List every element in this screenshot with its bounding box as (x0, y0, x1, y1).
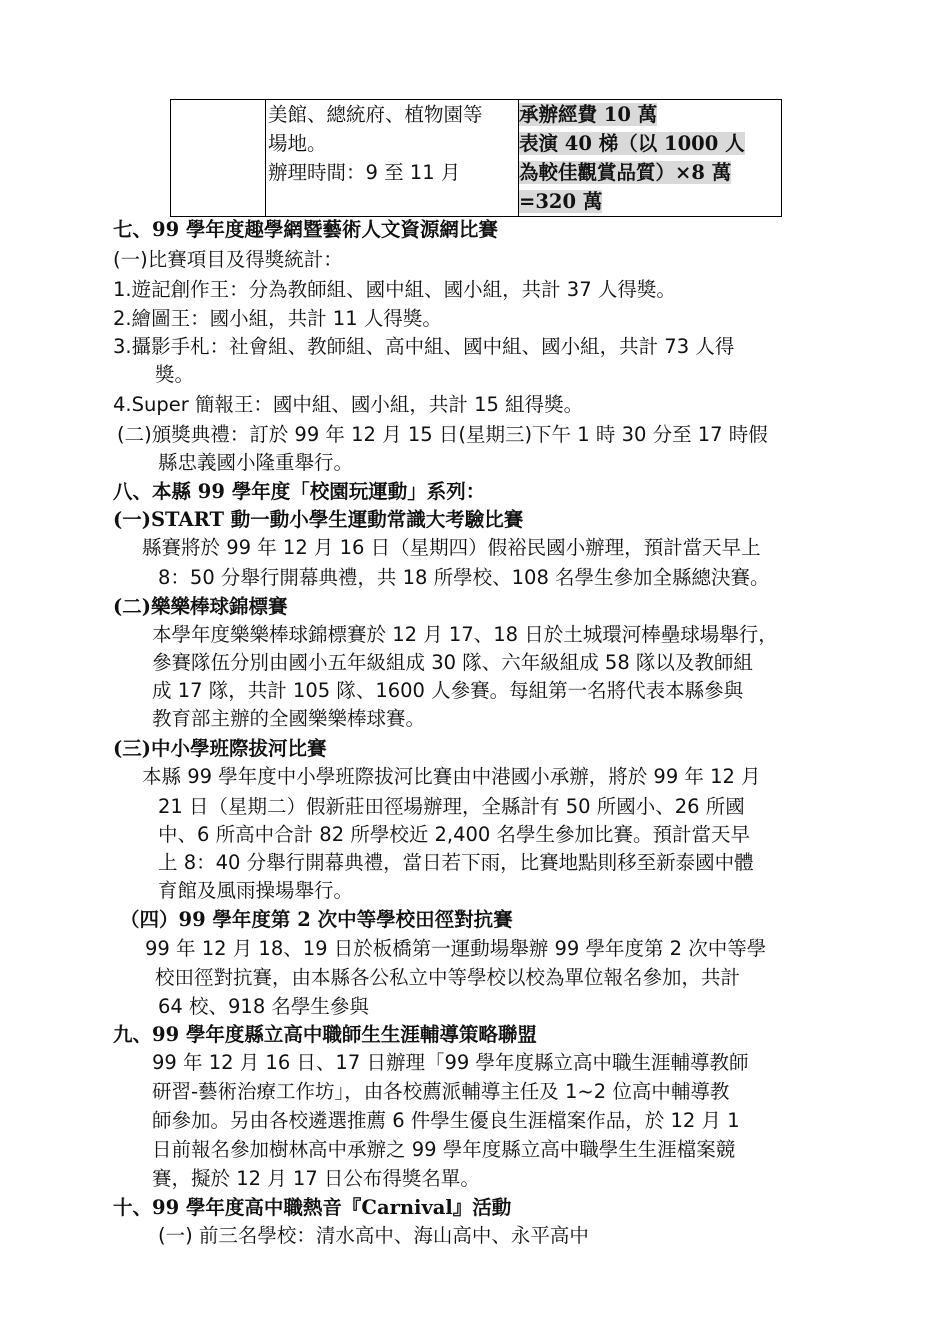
section-10-line: (一) 前三名學校：清水高中、海山高中、永平高中 (158, 1224, 589, 1247)
budget-table (170, 99, 782, 217)
section-9-line: 研習-藝術治療工作坊」，由各校薦派輔導主任及 1~2 位高中輔導教 (152, 1080, 730, 1103)
section-8-d-line: 64 校、918 名學生參與 (158, 995, 369, 1018)
section-8-a-title: (一)START 動一動小學生運動常識大考驗比賽 (113, 508, 524, 531)
section-7-heading: 七、99 學年度趣學網暨藝術人文資源網比賽 (113, 218, 498, 241)
section-8-b-line: 教育部主辦的全國樂樂棒球賽。 (152, 707, 426, 730)
cell-line: 場地。 (268, 132, 327, 155)
section-8-c-line: 中、6 所高中合計 82 所學校近 2,400 名學生參加比賽。預計當天早 (158, 823, 751, 846)
cell-line: 為較佳觀賞品質）×8 萬 (519, 161, 732, 184)
cell-line: 辦理時間：9 至 11 月 (268, 161, 461, 184)
table-row (171, 100, 782, 217)
section-9-line: 日前報名參加樹林高中承辦之 99 學年度縣立高中職學生生涯檔案競 (152, 1138, 736, 1161)
table-cell-budget (519, 100, 782, 217)
cell-line: =320 萬 (519, 190, 603, 213)
section-9-line: 賽，擬於 12 月 17 日公布得獎名單。 (152, 1167, 480, 1190)
section-7-item3-cont: 獎。 (155, 363, 195, 386)
section-7-sub1: (一)比賽項目及得獎統計： (113, 248, 343, 271)
section-7-item3: 3.攝影手札：社會組、教師組、高中組、國中組、國小組，共計 73 人得 (113, 335, 735, 358)
section-8-b-line: 參賽隊伍分別由國小五年級組成 30 隊、六年級組成 58 隊以及教師組 (152, 651, 753, 674)
section-8-heading: 八、本縣 99 學年度「校園玩運動」系列： (113, 480, 486, 503)
section-8-a-line: 縣賽將於 99 年 12 月 16 日（星期四）假裕民國小辦理，預計當天早上 (142, 536, 761, 559)
section-9-heading: 九、99 學年度縣立高中職師生生涯輔導策略聯盟 (113, 1023, 537, 1046)
section-7-sub2-cont: 縣忠義國小隆重舉行。 (158, 451, 354, 474)
section-7-item2: 2.繪圖王：國小組，共計 11 人得獎。 (113, 307, 442, 330)
section-8-c-line: 本縣 99 學年度中小學班際拔河比賽由中港國小承辦，將於 99 年 12 月 (142, 765, 761, 788)
cell-line: 表演 40 梯（以 1000 人 (519, 132, 745, 155)
section-8-d-line: 校田徑對抗賽，由本縣各公私立中等學校以校為單位報名參加，共計 (155, 966, 741, 989)
section-8-b-line: 成 17 隊，共計 105 隊、1600 人參賽。每組第一名將代表本縣參與 (152, 679, 744, 702)
cell-line: 美館、總統府、植物園等 (268, 103, 483, 126)
section-10-heading: 十、99 學年度高中職熱音『Carnival』活動 (113, 1196, 512, 1219)
section-8-a-line: 8：50 分舉行開幕典禮，共 18 所學校、108 名學生參加全縣總決賽。 (158, 566, 770, 589)
section-8-c-line: 育館及風雨操場舉行。 (158, 879, 354, 902)
section-7-item1: 1.遊記創作王：分為教師組、國中組、國小組，共計 37 人得獎。 (113, 278, 676, 301)
section-7-sub2: (二)頒獎典禮：訂於 99 年 12 月 15 日(星期三)下午 1 時 30 分至 17 時假 (117, 423, 768, 446)
section-8-c-line: 上 8：40 分舉行開幕典禮，當日若下雨，比賽地點則移至新泰國中體 (158, 851, 754, 874)
cell-line: 承辦經費 10 萬 (519, 103, 658, 126)
section-8-d-line: 99 年 12 月 18、19 日於板橋第一運動場舉辦 99 學年度第 2 次中等學 (145, 937, 767, 960)
table-cell-description (266, 100, 519, 217)
section-7-item4: 4.Super 簡報王：國中組、國小組，共計 15 組得獎。 (113, 393, 584, 416)
section-8-c-line: 21 日（星期二）假新莊田徑場辦理，全縣計有 50 所國小、26 所國 (158, 795, 745, 818)
section-9-line: 99 年 12 月 16 日、17 日辦理「99 學年度縣立高中職生涯輔導教師 (152, 1051, 749, 1074)
table-cell-empty (171, 100, 266, 217)
section-9-line: 師參加。另由各校遴選推薦 6 件學生優良生涯檔案作品，於 12 月 1 (152, 1109, 740, 1132)
section-8-d-title: （四）99 學年度第 2 次中等學校田徑對抗賽 (120, 908, 513, 931)
section-8-b-title: (二)樂樂棒球錦標賽 (113, 595, 288, 618)
section-8-c-title: (三)中小學班際拔河比賽 (113, 737, 327, 760)
section-8-b-line: 本學年度樂樂棒球錦標賽於 12 月 17、18 日於土城環河棒壘球場舉行， (152, 623, 778, 646)
